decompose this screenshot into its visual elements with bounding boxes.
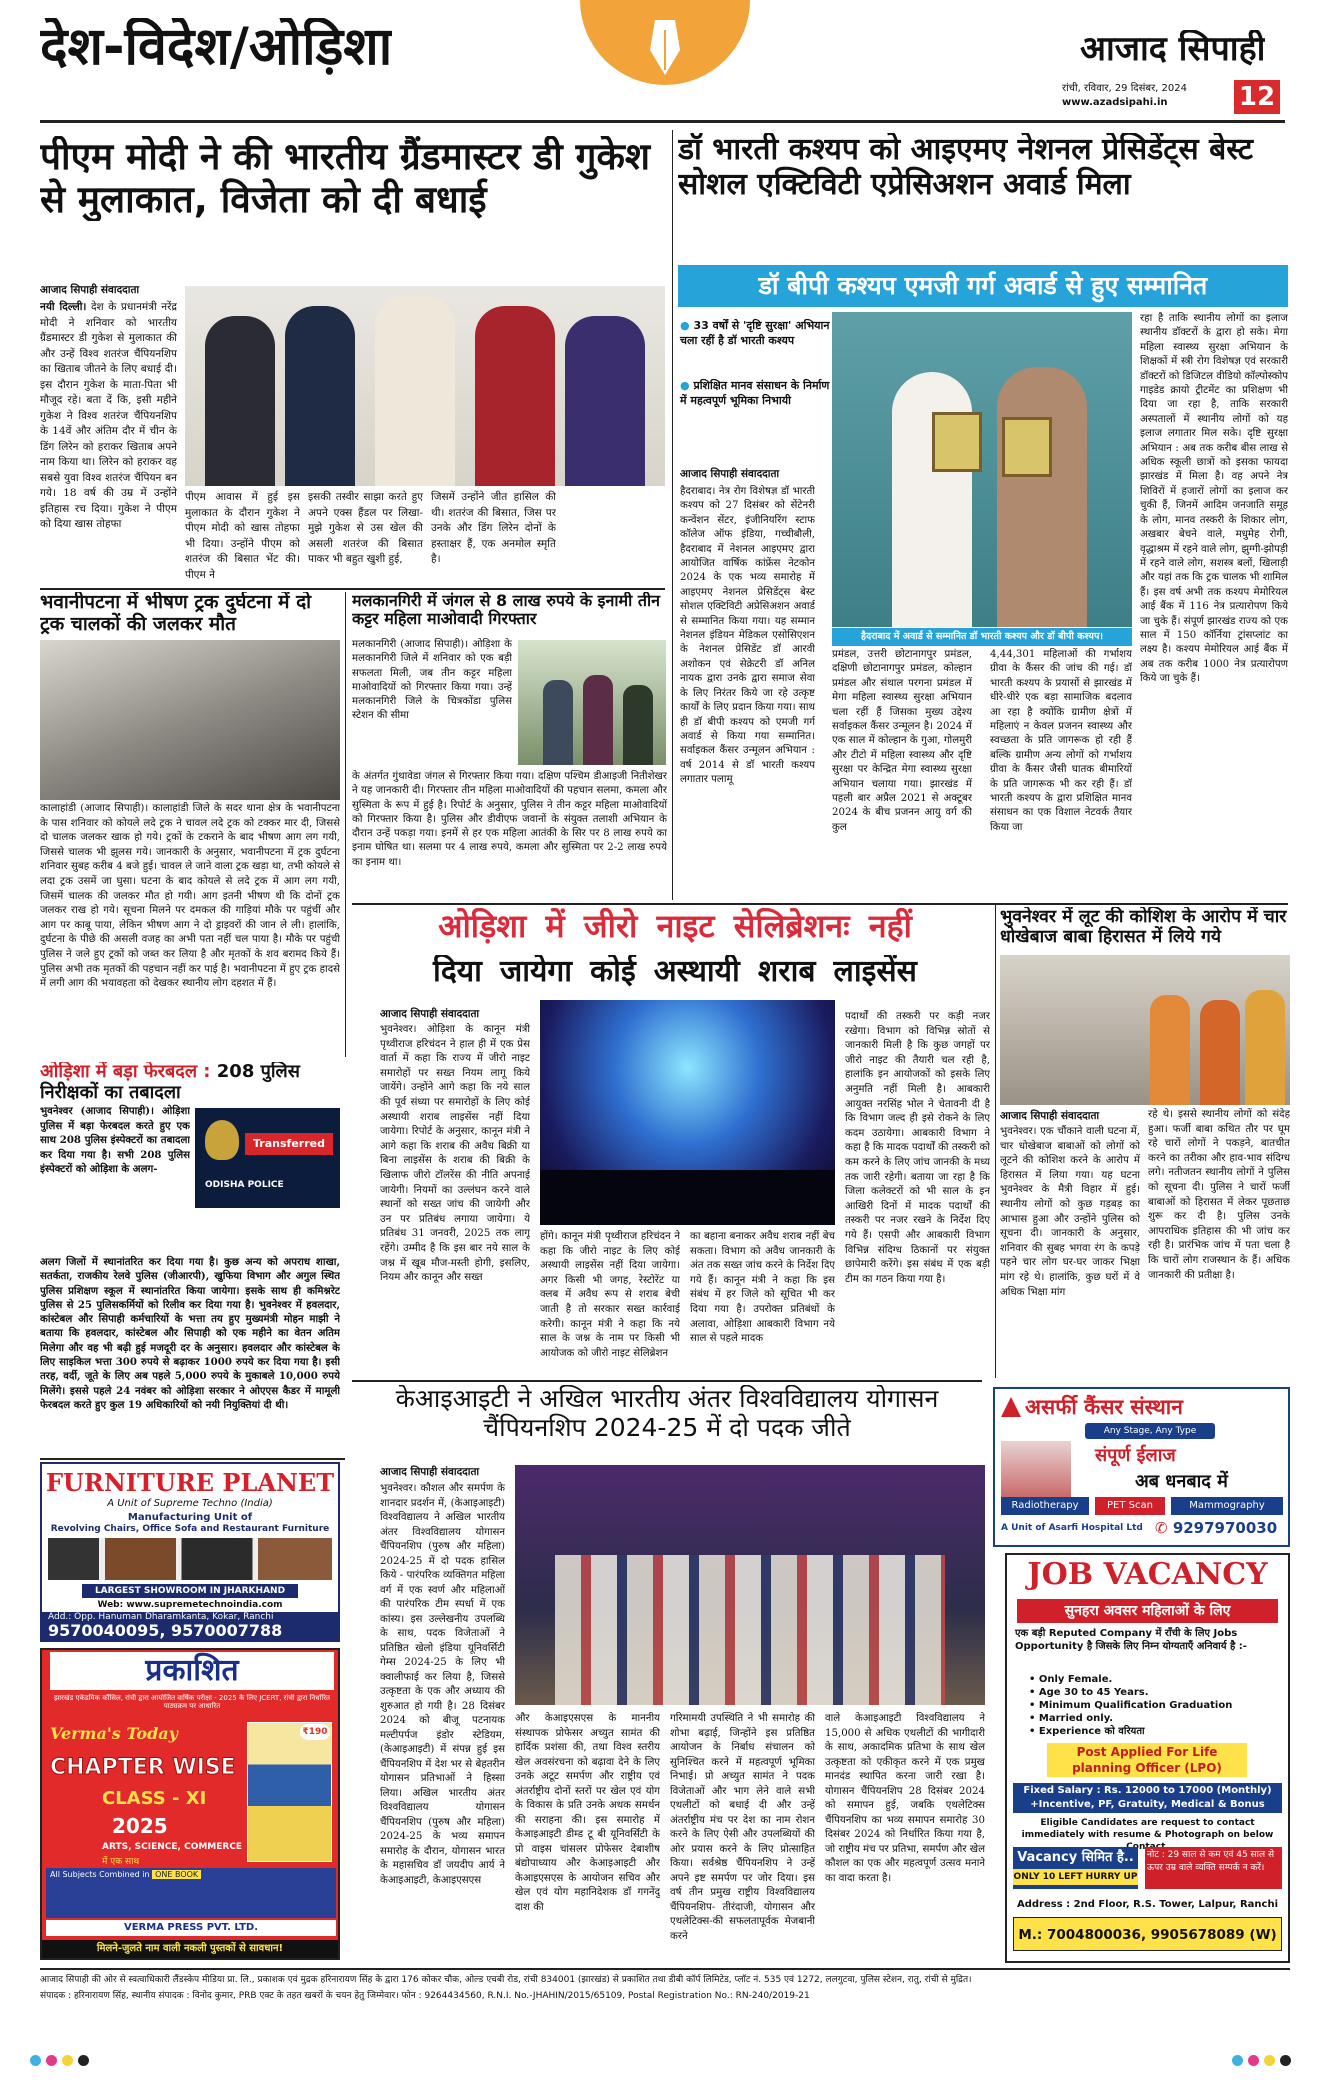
kiit-col2: और केआइएसएस के माननीय संस्थापक प्रोफेसर अच्युत सामंत की हार्दिक प्रशंसा की, तथा विश्व स्तरीय खेल अवसंरचना को बढ़ावा देने के लिए उनके अटूट समर्पण और राष्ट्रीय एवं अंतर्राष्ट्रीय दोनों स्तरों पर खेल एवं योग के विकास के प्रति उनके अथक समर्थन की सराहना की। इस समारोह में केआइआइटी डीम्ड टू बी यूनिवर्सिटी के प्रो वाइस चांसलर प्रोफेसर देबाशीष बंद्योपाध्याय और केआइआइटी और केआइएसएस के आयोजन सचिव और खेल एवं योग महानिदेशक डॉ गगनेंदु दाश की [515, 1713, 660, 1913]
kashyap-bullet2 [680, 378, 830, 408]
kiit-byline: आजाद सिपाही संवाददाता [380, 1466, 480, 1478]
ad-prakashit-title: प्रकाशित [50, 1652, 334, 1690]
ad-furniture-showroom: LARGEST SHOWROOM IN JHARKHAND [82, 1584, 298, 1598]
ad-furniture-subtitle: A Unit of Supreme Techno (India) [107, 1498, 273, 1509]
bullet-icon: ● [680, 319, 690, 332]
baba-byline: आजाद सिपाही संवाददाता [1000, 1110, 1100, 1122]
ad-asarfi-svc1: Radiotherapy [1001, 1497, 1089, 1515]
ad-prakashit-subjects [46, 1868, 336, 1918]
transfer-headline [40, 1062, 340, 1103]
gukesh-photo [185, 286, 665, 486]
pen-nib-icon [580, 0, 750, 120]
transfer-lead: भुवनेश्वर (आजाद सिपाही)। ओड़िशा पुलिस में बड़ा फेरबदल करते हुए एक साथ 208 पुलिस इंस्पेक्टरों का तबादला कर दिया गया है। सभी 208 पुलिस इंस्पेक्टरों को ओड़िशा के अलग- [40, 1105, 190, 1175]
ad-job-address: Address : 2nd Floor, R.S. Tower, Lalpur, Ranchi [1017, 1899, 1278, 1910]
bhawani-headline: भवानीपटना में भीषण ट्रक दुर्घटना में दो ट्रक चालकों की जलकर मौत [40, 592, 312, 635]
kiit-photo [515, 1465, 985, 1705]
ad-furniture-phones[interactable]: 9570040095, 9570007788 [48, 1621, 283, 1640]
gukesh-col1 [40, 300, 177, 582]
ad-prakashit-tagline: में एक साथ [102, 1857, 140, 1867]
transfer-text: अलग जिलों में स्थानांतरित कर दिया गया है। कुछ अन्य को अपराध शाखा, सतर्कता, राजकीय रेलवे पुलिस (जीआरपी), खुफिया विभाग और अगुल स्थित पुलिस प्रशिक्षण स्कूल में स्थानांतरित किया जायेगा। इसके साथ ही कमिश्नरेट पुलिस से 25 पुलिसकर्मियों को रिलीव कर दिया गया है। भुवनेश्वर में हवलदार, कांस्टेबल और सिपाही कर्मचारियों के भत्ता तय हुए मुख्यमंत्री मोहन माझी ने बताया कि हवलदार, कांस्टेबल और सिपाही को एक महीने का वेतन अतिम मिलेगा और वह भी बढ़ी हुई मजदूरी दर के अनुसार। हवलदार और कांस्टेबल के लिए साइकिल भत्ता 300 रुपये से बढ़ाकर 1000 रुपये कर दिया गया है। इसी तरह, वर्दी, जूते के लिए अब पहले 5,000 रुपये के मुकाबले 10,000 रुपये मिलेंगे। इससे पहले 24 नवंबर को ओड़िशा सरकार ने ओएएस कैडर में मामूली फेरबदल करते हुए कुल 19 अधिकारियों को नयी नियुक्तियां दी थी। [40, 1256, 340, 1411]
ad-furniture-products: Revolving Chairs, Office Sofa and Restaurant Furniture [50, 1524, 330, 1534]
bullet-icon: ● [680, 379, 690, 392]
ad-asarfi-phone[interactable] [1155, 1519, 1277, 1537]
ad-job-eligible: Eligible Candidates are request to contact immediately with resume & Photograph on below [1021, 1818, 1274, 1840]
kashyap-col1: हैदराबाद। नेत्र रोग विशेषज्ञ डॉ भारती कश्यप को 27 दिसंबर को सेंटेनरी कन्वेंशन सेंटर, इंजीनियरिंग स्टाफ कॉलेज ऑफ इंडिया, गच्चीबौली, हैदराबाद में नेशनल आइएमए द्वारा आयोजित वार्षिक कांफ्रेंस नेटकोन 2024 के एक भव्य समारोह में आइएमए नेशनल प्रेसिडेंट्स बेस्ट सोशल एक्टिविटी अप्रेसिअशन अवार्ड से सम्मानित किया गया। यह सम्मान नेशनल इंडियन मेडिकल एसोसिएशन के नेशनल प्रेसिडेंट डॉ आरवी अशोकन एवं सेक्रेटरी डॉ अनिल नायक द्वारा उनके द्वारा समाज सेवा के लिए निरंतर किये जा रहे उत्कृष्ट कार्यों के लिए प्रदान किया गया। साथ ही डॉ बीपी कश्यप को एमजी गर्ग अवार्ड से किया गया सम्मानित। सर्वाइकल कैंसर उन्मूलन अभियान : वर्ष 2014 से डॉ भारती कश्यप लगातार पलामू [680, 486, 815, 786]
ad-furniture-address: Add.: Opp. Hanuman Dharamkanta, Kokar, Ranchi [48, 1612, 274, 1622]
kiit-headline: केआइआइटी ने अखिल भारतीय अंतर विश्वविद्यालय योगासन चैंपियनशिप 2024-25 में दो पदक जीते [395, 1385, 939, 1442]
ad-job-only: ONLY 10 LEFT HURRY UP [1013, 1869, 1138, 1885]
zero-night-headline-black: दिया जायेगा कोई अस्थायी शराब लाइसेंस [433, 955, 917, 989]
ad-prakashit-streams: ARTS, SCIENCE, COMMERCE [102, 1842, 243, 1852]
kashyap-subhead: डॉ बीपी कश्यप एमजी गर्ग अवार्ड से हुए सम्मानित [678, 265, 1288, 307]
kashyap-col4: रहा है ताकि स्थानीय लोगों का इलाज स्थानीय डॉक्टरों के द्वारा हो सके। मेगा महिला स्वास्थ्य सुरक्षा अभियान के शिक्षकों में स्त्री रोग विशेषज्ञ एवं सरकारी डॉक्टरों को डिजिटल वीडियो कॉल्पोस्कोप गाइडेड क्रायो ट्रीटमेंट का प्रशिक्षण भी दिया जा रहा है, ताकि सरकारी अस्पतालों में स्थानीय लोगों को यह इलाज लगातार मिल सके। दृष्टि सुरक्षा अभियान : अब तक करीब बीस लाख से अधिक स्कूली छात्रों को इसका फायदा झारखंड में मिला है। वह अपने नेत्र शिविरों में हजारों लोगों का इलाज कर चुकी हैं, जिनमें आदिम जनजाति समूह के लोग, मानव तस्करी के शिकार लोग, अखबार बेचने वाले, मधुमेह रोगी, वृद्धाश्रम में रहने वाले लोग, झुग्गी-झोपड़ी में रहने वाले लोग, सशस्त्र बलों, खिलाड़ी और यहां तक कि ट्रक चालक भी शामिल हैं। इस वर्ष अभी तक कश्यप मेमोरियल आई बैंक में 116 नेत्र प्रत्यारोपण किये जा चुके हैं। संपूर्ण झारखंड राज्य को एक साल में 150 कॉर्निया ट्रांसप्लांट का लक्ष्य है। कश्यप मेमोरियल आई बैंक में अब तक करीब 1000 नेत्र प्रत्यारोपण किये जा चुके हैं। [1140, 313, 1288, 685]
registration-mark [1264, 2055, 1275, 2066]
ad-furniture-mfg: Manufacturing Unit of [127, 1512, 253, 1523]
ad-job-title: JOB VACANCY [1027, 1557, 1268, 1592]
zero-night-byline: आजाद सिपाही संवाददाता [380, 1008, 480, 1020]
masthead [0, 0, 1325, 125]
ad-job-req-list [1029, 1673, 1279, 1738]
bhawani-text: कालाहांडी (आजाद सिपाही)। कालाहांडी जिले के सदर थाना क्षेत्र के भवानीपटना के पास शनिवार को कोयले लदे ट्रक ने चावल लदे ट्रक को टक्कर मार दी, जिससे दो चालक जलकर खाक हो गये। ट्रकों के टकराने के बाद भीषण आग लग गयी, जिससे चालक भी झुलस गये। जानकारी के अनुसार, भवानीपटना में ट्रक दुर्घटना शनिवार सुबह करीब 4 बजे हुई। चावल ले जाने वाला ट्रक खड़ा था, तभी कोयले से लदा ट्रक उसमें जा घुसा। घटना के बाद कोयले से लदे ट्रक में आग लग गयी, जिसमें चालक की जलकर मौत हो गयी। आग इतनी भीषण थी कि दोनों ट्रक जलकर राख हो गये। सूचना मिलने पर दमकल की गाड़ियां मौके पर पहुंचीं और आग पर काबू पाया, लेकिन भीषण आग ने दो ड्राइवरों की जान ले ली। हालांकि, दुर्घटना के पीछे की असली वजह का अभी पता नहीं चल पाया है। मौके पर पहुंची पुलिस ने जले हुए ट्रकों को जब्त कर लिया है और मृतकों के शव बरामद किये हैं। पुलिस अभी तक मृतकों की पहचान नहीं कर पाई है। भवानीपटना में हुए ट्रक हादसे में लगी आग की भयावहता को देखकर स्थानीय लोग दहशत में हैं। [40, 803, 340, 990]
kashyap-byline: आजाद सिपाही संवाददाता [680, 468, 780, 480]
ad-prakashit-one-book: ONE BOOK [152, 1870, 201, 1879]
paper-name: आजाद सिपाही [1080, 30, 1266, 69]
ad-job-req-item: • Married only. [1029, 1713, 1114, 1724]
ad-prakashit-subjects-title: All Subjects Combined in [50, 1870, 150, 1879]
transfer-headline-red: ओड़िशा में बड़ा फेरबदल : [40, 1062, 211, 1082]
zero-night-col1: भुवनेश्वर। ओड़िशा के कानून मंत्री पृथ्वीराज हरिचंदन ने हाल ही में एक प्रेस वार्ता में कहा कि राज्य में जीरो नाइट समारोहों पर सख्त नियम लागू किये जायेंगे। उन्होंने आगे कहा कि नये साल की पूर्व संध्या पर समारोहों के लिए कोई अस्थायी शराब लाइसेंस नहीं दिया जायेगा। रिपोर्ट के अनुसार, कानून मंत्री ने आगे कहा कि शराब की अवैध बिक्री या बिना लाइसेंस के शराब की बिक्री के खिलाफ जीरो टॉलरेंस की नीति अपनाई जायेगी। नियमों का उल्लंघन करने वाले स्थानों को सख्त जांच की जायेगी और उन पर प्रतिबंध लगाया जायेगा। ये प्रतिबंध 31 जनवरी, 2025 तक लागू रहेंगे। उम्मीद है कि इस बार नये साल के जश्न में खूब मौज-मस्ती होगी, इसलिए, नियम और कानून और सख्त [380, 1024, 530, 1284]
date-line: रांची, रविवार, 29 दिसंबर, 2024 [1062, 83, 1187, 94]
malkangiri-headline: मलकानगिरी में जंगल से 8 लाख रुपये के इनामी तीन कट्टर महिला माओवादी गिरफ्तार [352, 592, 660, 629]
kashyap-photo [832, 312, 1132, 627]
zero-night-col4: पदार्थों की तस्करी पर कड़ी नजर रखेगा। विभाग को विभिन्न स्रोतों से जानकारी मिली है कि कुछ जगहों पर जीरो नाइट की तैयारी चल रही है, हालांकि इन आयोजकों को इसके लिए अनुमति नहीं मिली है। आबकारी आयुक्त नरसिंह भोल ने चेतावनी दी है कि विभाग जल्द ही इसे रोकने के लिए कदम उठायेगा। आबकारी विभाग ने कहा है कि मादक पदार्थों की तस्करी को कम करने के लिए जांच जानकी के मध्य तक जारी रहेगी। बताया जा रहा है कि जिला कलेक्टरों को भी साल के इन आखिरी दिनों में मादक पदार्थों की तस्करी पर नजर रखने के निर्देश दिए गये हैं। एसपी और आबकारी विभाग विभिन्न संदिग्ध ठिकानों पर संयुक्त छापेमारी करेंगे। इस संबंध में एक बड़ी टीम का गठन किया गया है। [845, 1011, 990, 1285]
kashyap-caption: हैदराबाद में अवार्ड से सम्मानित डॉ भारती कश्यप और डॉ बीपी कश्यप। [832, 628, 1132, 646]
phone-icon: ✆ [1155, 1519, 1168, 1537]
kashyap-bullet1-text: 33 वर्षों से 'दृष्टि सुरक्षा' अभियान चला रहीं है डॉ भारती कश्यप [680, 319, 830, 347]
transfer-badge-label: Transferred [245, 1133, 333, 1155]
ad-prakashit-class: CLASS - XI [102, 1788, 207, 1809]
ad-asarfi-svc3: Mammography [1171, 1497, 1283, 1515]
ad-asarfi-now: अब धनबाद में [1135, 1471, 1228, 1492]
ad-job-mobile[interactable]: M.: 7004800036, 9905678089 (W) [1013, 1917, 1282, 1951]
ad-asarfi-phone-number: 9297970030 [1172, 1519, 1278, 1537]
ad-asarfi-full: संपूर्ण ईलाज [1095, 1445, 1176, 1466]
ad-job-salary: Fixed Salary : Rs. 12000 to 17000 (Monthly) +Incentive, PF, Gratuity, Medical & Bonus [1013, 1783, 1282, 1813]
ad-furniture-address-bar [42, 1612, 338, 1642]
malkangiri-photo [518, 640, 666, 765]
registration-mark [1232, 2055, 1243, 2066]
gukesh-dateline: नयी दिल्ली। [40, 301, 87, 313]
registration-mark [30, 2055, 41, 2066]
transfer-headline-black: 208 पुलिस निरीक्षकों का तबादला [40, 1062, 300, 1103]
ad-prakashit-year: 2025 [112, 1814, 168, 1838]
ad-prakashit-publisher: VERMA PRESS PVT. LTD. [46, 1920, 336, 1936]
baba-photo [1000, 955, 1290, 1105]
pen-logo [580, 0, 750, 120]
ad-asarfi-unit: A Unit of Asarfi Hospital Ltd [1001, 1523, 1143, 1533]
kiit-col3: गरिमामयी उपस्थिति ने भी समारोह की शोभा बढ़ाई, जिन्होंने इस प्रतिष्ठित आयोजन के निर्बाध संचालन को सुनिश्चित करने में महत्वपूर्ण भूमिका निभाई। प्रो अच्युत सामंत ने पदक विजेताओं और भाग लेने वाले सभी एथलीटों को बधाई दी और उन्हें अंतर्राष्ट्रीय मंच पर देश का नाम रोशन करने के लिए ऐसी और उपलब्धियों की ओर प्रयास करने के लिए प्रोत्साहित किया। सर्वश्रेष्ठ चैंपियनशिप ने उन्हें अपने इष्ट समर्पण पर जोर दिया। इस वर्ष तीन प्रमुख राष्ट्रीय विश्वविद्यालय चैंपियनशिप- तीरंदाजी, योगासन और एथलेटिक्स-की सफलतापूर्वक मेजबानी करने [670, 1713, 815, 1942]
ad-prakashit[interactable] [40, 1648, 340, 1960]
ad-asarfi[interactable] [993, 1387, 1290, 1547]
footer-line2: संपादक : हरिनारायण सिंह, स्थानीय संपादक : विनोद कुमार, PRB एक्ट के तहत खबरों के चयन हेतु जिम्मेवार। फोन : 9264434560, R.N.I. No.-JHAHIN/2015/65109, Postal Registration No.: RN-240/2019-21 [40, 1991, 810, 2001]
ad-job-req-item: • Minimum Qualification Graduation [1029, 1700, 1233, 1711]
footer-line1: आजाद सिपाही की ओर से स्वत्वाधिकारी लैंडस्केप मीडिया प्रा. लि., प्रकाशक एवं मुद्रक हरिनारायण सिंह के द्वारा 176 कोकर चौक, ओल्ड एचबी रोड, रांची 834001 (झारखंड) से प्रकाशित तथा डीबी कॉर्प लिमिटेड, प्लॉट नं. 535 एवं 1272, ललगुटवा, पुलिस स्टेशन, रातु, रांची से मुद्रित। [40, 1975, 972, 1985]
ad-prakashit-book: CHAPTER WISE [50, 1755, 236, 1780]
baba-headline: भुवनेश्वर में लूट की कोशिश के आरोप में चार धोखेबाज बाबा हिरासत में लिये गये [1000, 907, 1287, 948]
zero-night-col2: होंगे। कानून मंत्री पृथ्वीराज हरिचंदन ने कहा कि जीरो नाइट के लिए कोई अस्थायी लाइसेंस नहीं दिया जायेगा। अगर किसी भी जगह, रेस्टोरेंट या क्लब में अवैध रूप से शराब बेची जाती है तो सरकार सख्त कार्रवाई करेगी। कानून मंत्री ने कहा कि नये साल के जश्न के नाम पर किसी भी आयोजक को जीरो नाइट सेलिब्रेशन [540, 1231, 680, 1359]
kiit-col1: भुवनेश्वर। कौशल और समर्पण के शानदार प्रदर्शन में, (केआइआइटी) विश्वविद्यालय ने अखिल भारतीय अंतर विश्वविद्यालय योगासन चैंपियनशिप (पुरुष और महिला) 2024-25 में दो पदक हासिल किये - पारंपरिक व्यक्तिगत महिला वर्ग में एक स्वर्ण और महिलाओं की पारंपरिक टीम स्पर्धा में एक कांस्य। इस उल्लेखनीय उपलब्धि के साथ, पदक विजेताओं ने प्रतिष्ठित खेलो इंडिया यूनिवर्सिटी गेम्स 2024-25 के लिए भी क्वालीफाई कर लिया है, जिससे उत्कृष्टता के एक और अध्याय की शुरुआत हो गयी है। 28 दिसंबर 2024 को बीजू पटनायक मल्टीपर्पज इंडोर स्टेडियम, (केआइआइटी) में संपन्न हुई इस चैंपियनशिप में देश भर से बेहतरीन योगासन प्रतिभाओं ने हिस्सा लिया। अखिल भारतीय अंतर विश्वविद्यालय योगासन चैंपियनशिप (पुरुष और महिला) 2024-25 के भव्य समापन समारोह के दौरान, योगासन भारत के महासचिव डॉ जयदीप आर्य ने केआइआइटी, केआइएसएस [380, 1483, 505, 1886]
police-emblem-icon [205, 1120, 239, 1160]
gukesh-byline: आजाद सिपाही संवाददाता [40, 284, 140, 296]
malkangiri-intro: मलकानगिरी (आजाद सिपाही)। ओड़िशा के मलकानगिरी जिले में शनिवार को एक बड़ी सफलता मिली, जब तीन कट्टर महिला माओवादियों को गिरफ्तार किया गया। उन्हें मलकानगिरी जिले के चित्रकोंडा पुलिस स्टेशन की सीमा [352, 639, 512, 722]
kiit-col4: वाले केआइआइटी विश्वविद्यालय ने 15,000 से अधिक एथलीटों की भागीदारी के साथ, अकादमिक प्रतिभा के साथ खेल उत्कृष्टता को एकीकृत करने में एक प्रमुख मानदंड स्थापित करना जारी रखा है। योगासन चैंपियनशिप 28 दिसंबर 2024 को समापन हुई, जबकि एथलेटिक्स चैंपियनशिप का भव्य समापन समारोह 30 दिसंबर 2024 को निर्धारित किया गया है, जो राष्ट्रीय मंच पर प्रतिभा, समर्पण और खेल कौशल का एक और महत्वपूर्ण उत्सव मनाने का वादा करता है। [825, 1713, 985, 1884]
kashyap-col3: 4,44,301 महिलाओं की गर्भाशय ग्रीवा के कैंसर की जांच की गई। डॉ भारती कश्यप के प्रयासों से झारखंड में धीरे-धीरे एक बड़ा सामाजिक बदलाव आ रहा है क्योंकि ग्रामीण क्षेत्रों में महिलाएं न केवल प्रजनन स्वास्थ्य और स्वच्छता के प्रति जागरूक हो रही हैं बल्कि ग्रामीण अन्य लोगों को गर्भाशय ग्रीवा के कैंसर जैसी घातक बीमारियों के प्रति जागरूक भी कर रही हैं। डॉ भारती कश्यप के द्वारा प्रशिक्षित मानव संसाधन का एक विशाल नेटवर्क तैयार किया जा [990, 649, 1132, 833]
gukesh-col1-text: देश के प्रधानमंत्री नरेंद्र मोदी ने शनिवार को भारतीय ग्रैंडमास्टर डी गुकेश से मुलाकात की और उन्हें विश्व शतरंज चैंपियनशिप का खिताब जीतने के लिए बधाई दी। इस दौरान गुकेश के माता-पिता भी मौजूद रहे। बता दें कि, इसी महीने गुकेश ने विश्व शतरंज चैंपियनशिप के 14वें और अंतिम दौर में चीन के डिंग लिरेन को हराकर खिताब अपने नाम किया था। लिरेन को हराकर वह सबसे युवा विश्व शतरंज चैंपियन बन गये। 18 वर्ष की उम्र में उन्होंने इतिहास रच दिया। गुकेश ने पीएम को दिया खास तोहफा [40, 301, 177, 530]
ad-furniture-planet[interactable] [40, 1462, 340, 1642]
registration-mark [62, 2055, 73, 2066]
registration-mark [1248, 2055, 1259, 2066]
ad-asarfi-stage: Any Stage, Any Type [1085, 1423, 1215, 1439]
ad-job-vacancy-label: Vacancy सिमित है.. [1017, 1850, 1134, 1865]
ad-prakashit-brand: Verma's Today [50, 1724, 178, 1743]
baba-col1: भुवनेश्वर। एक चौंकाने वाली घटना में, चार धोखेबाज बाबाओं को लोगों को लूटने की कोशिश करने के आरोप में हिरासत में लिया गया। यह घटना भुवनेश्वर के मैत्री विहार में हुई। स्थानीय लोगों को कुछ गड़बड़ का आभास हुआ और उन्होंने पुलिस को सूचना दी। जानकारी के अनुसार, शनिवार की सुबह भगवा रंग के कपड़े पहने चार लोग घर-घर जाकर भिक्षा मांग रहे थे। हालांकि, कुछ घरों में वे अधिक भिक्षा मांग [1000, 1126, 1140, 1298]
registration-mark [1280, 2055, 1291, 2066]
baba-col2: रहे थे। इससे स्थानीय लोगों को संदेह हुआ। फर्जी बाबा कथित तौर पर घूम रहे चारों लोगों ने पकड़ने, बातचीत करने का तरीका और हाव-भाव संदिग्ध लगे। नतीजतन स्थानीय लोगों ने पुलिस को सूचना दी। पुलिस ने चारों फर्जी बाबाओं को हिरासत में लेकर पूछताछ शुरू कर दी है। पुलिस उनके आपराधिक इतिहास की भी जांच कर रही है। प्रारंभिक जांच में पता चला है कि चारों लोग राजस्थान के हैं। अधिक जानकारी की प्रतीक्षा है। [1148, 1109, 1290, 1281]
truck-fire-photo [40, 640, 340, 800]
ad-job-req-item: • Only Female. [1029, 1674, 1113, 1685]
ad-asarfi-logo-icon [1001, 1397, 1021, 1417]
gukesh-col3: इसकी तस्वीर साझा करते हुए अपने एक्स हैंडल पर लिखा- मुझे गुकेश से उस खेल की असली शतरंज की बिसात पाकर भी बहुत खुशी हुई, [308, 491, 423, 565]
kashyap-bullet1 [680, 318, 830, 348]
ad-prakashit-price: ₹190 [300, 1724, 330, 1740]
ad-job-vacancy-box [1013, 1847, 1138, 1889]
transfer-badge-caption: ODISHA POLICE [205, 1180, 284, 1190]
ad-furniture-title: FURNITURE PLANET [45, 1468, 335, 1497]
concert-photo [540, 1000, 835, 1225]
section-title: देश-विदेश/ओड़िशा [40, 18, 393, 77]
registration-mark [46, 2055, 57, 2066]
ad-job-line1: एक बड़ी Reputed Company में राँची के लिए Jobs Opportunity है जिसके लिए निम्न योग्यताएँ अनिवार्य है :- [1015, 1628, 1247, 1652]
page-number: 12 [1234, 80, 1280, 114]
gukesh-headline: पीएम मोदी ने की भारतीय ग्रैंडमास्टर डी गुकेश से मुलाकात, विजेता को दी बधाई [40, 136, 651, 221]
ad-job-req-item: • Experience को वरियता [1029, 1726, 1145, 1737]
website: www.azadsipahi.in [1062, 97, 1168, 108]
ad-prakashit-book-stack [247, 1722, 332, 1862]
ad-job-sub: सुनहरा अवसर महिलाओं के लिए [1017, 1599, 1278, 1623]
transfer-badge [195, 1108, 340, 1208]
kashyap-col2: प्रमंडल, उत्तरी छोटानागपुर प्रमंडल, दक्षिणी छोटानागपुर प्रमंडल, कोल्हान प्रमंडल और संथाल परगना प्रमंडल में मेगा महिला स्वास्थ्य सुरक्षा अभियान चला रहीं हैं जिसका मुख्य उद्देश्य सर्वाइकल कैंसर उन्मूलन है। 2024 में एक साल में कोल्हान के गुआ, गोलमुरी और टीटो में महिला स्वास्थ्य और दृष्टि सुरक्षा पर केन्द्रित मेगा स्वास्थ्य सुरक्षा अभियान चलाया गया। झारखंड में पहली बार अप्रैल 2021 से अक्टूबर 2024 के बीच प्रजनन आयु वर्ग की कुल [832, 649, 972, 833]
gukesh-col4: जिसमें उन्होंने जीत हासिल की थी। शतरंज की बिसात, जिस पर उनके और डिंग लिरेन दोनों के हस्ताक्षर हैं, एक अनमोल स्मृति है। [431, 491, 556, 565]
ad-asarfi-title: असर्फी कैंसर संस्थान [1025, 1395, 1183, 1419]
registration-mark [78, 2055, 89, 2066]
malkangiri-text: के अंतर्गत गुंथावेडा जंगल से गिरफ्तार किया गया। दक्षिण पश्चिम डीआइजी नितीशेखर ने यह जानकारी दी। गिरफ्तार तीन महिला माओवादियों की पहचान सलमा, कमला और सुस्मिता के रूप में हुई है। रिपोर्ट के अनुसार, पुलिस ने तीन कट्टर महिला माओवादियों को गिरफ्तार किया है। पुलिस और डीवीएफ जवानों के संयुक्त तलाशी अभियान के दौरान उन्हें पकड़ा गया। इनमें से हर एक महिला आतंकी के सिर पर 8 लाख रुपये का इनाम घोषित था। सलमा पर 4 लाख रुपये, कमला और सुस्मिता पर 2-2 लाख रुपये का इनाम था। [352, 771, 667, 868]
ad-prakashit-footer: मिलने-जुलते नाम वाली नकली पुस्तकों से सावधान! [42, 1940, 338, 1958]
kashyap-bullet2-text: प्रशिक्षित मानव संसाधन के निर्माण में महत्वपूर्ण भूमिका निभायी [680, 379, 830, 407]
ad-prakashit-desc: झारखंड एकेडमिक कौंसिल, रांची द्वारा आयोजित वार्षिक परीक्षा - 2025 के लिए JCERT, रांची द्वारा निर्धारित पाठ्यक्रम पर आधारित [53, 1694, 331, 1710]
ad-job-req-item: • Age 30 to 45 Years. [1029, 1687, 1149, 1698]
zero-night-col3: का बहाना बनाकर अवैध शराब नहीं बेच सकता। विभाग को अवैध जानकारी के अंत तक सख्त जांच करने के निर्देश दिए गये हैं। कानून मंत्री ने कहा कि इस संबंध में हर जिले को सूचित भी कर दिया गया है। उपरोक्त प्रतिबंधों के अलावा, ओड़िशा आबकारी विभाग नये साल से पहले मादक [690, 1231, 835, 1345]
ad-furniture-web: Web: www.supremetechnoindia.com [97, 1600, 283, 1610]
gukesh-col2: पीएम आवास में हुई इस मुलाकात के दौरान गुकेश ने पीएम मोदी को खास तोहफा भी दिया। उन्होंने पीएम को शतरंज की बिसात भेंट की। पीएम ने [185, 491, 300, 581]
kashyap-headline: डॉ भारती कश्यप को आइएमए नेशनल प्रेसिडेंट्स बेस्ट सोशल एक्टिविटी एप्रेसिअशन अवार्ड मिला [678, 133, 1254, 202]
ad-job-vacancy[interactable] [1005, 1553, 1290, 1963]
ad-job-post: Post Applied For Life planning Officer (LPO) [1047, 1743, 1247, 1777]
ad-asarfi-svc2: PET Scan [1095, 1497, 1165, 1515]
ad-furniture-images [48, 1538, 332, 1580]
ad-job-note: नोट : 29 साल से कम एवं 45 साल से ऊपर उम्र वाले व्यक्ति सम्पर्क न करें। [1145, 1847, 1282, 1889]
zero-night-headline-red: ओड़िशा में जीरो नाइट सेलिब्रेशनः नहीं [438, 908, 912, 945]
